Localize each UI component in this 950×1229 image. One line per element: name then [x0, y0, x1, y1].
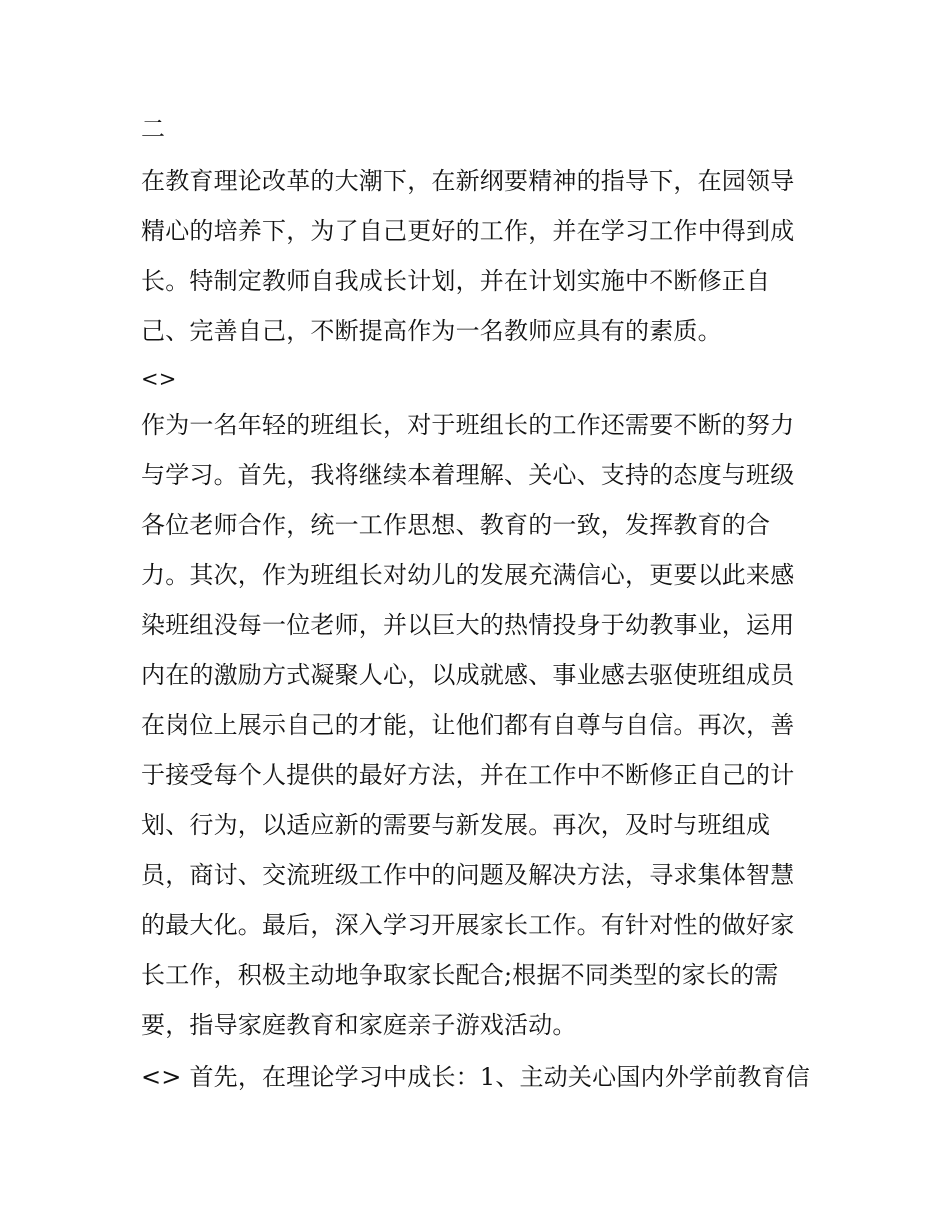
paragraph-2-line-1: 作为一名年轻的班组长，对于班组长的工作还需要不断的努力 [141, 411, 795, 439]
paragraph-2-line-13: 要，指导家庭教育和家庭亲子游戏活动。 [141, 1011, 577, 1039]
final-line: <> 首先，在理论学习中成长：1、主动关心国内外学前教育信 [141, 1063, 810, 1091]
paragraph-2-line-4: 力。其次，作为班组长对幼儿的发展充满信心，更要以此来感 [141, 561, 795, 589]
section-heading: 二 [141, 115, 166, 143]
paragraph-2-line-11: 的最大化。最后，深入学习开展家长工作。有针对性的做好家 [141, 911, 795, 939]
paragraph-2-line-7: 在岗位上展示自己的才能，让他们都有自尊与自信。再次，善 [141, 711, 795, 739]
paragraph-1-line-3: 长。特制定教师自我成长计划，并在计划实施中不断修正自 [141, 267, 771, 295]
paragraph-1-line-4: 己、完善自己，不断提高作为一名教师应具有的素质。 [141, 317, 722, 345]
paragraph-2-line-12: 长工作，积极主动地争取家长配合;根据不同类型的家长的需 [141, 961, 779, 989]
paragraph-2-line-2: 与学习。首先，我将继续本着理解、关心、支持的态度与班级 [141, 461, 795, 489]
paragraph-2-line-8: 于接受每个人提供的最好方法，并在工作中不断修正自己的计 [141, 761, 795, 789]
paragraph-2-line-3: 各位老师合作，统一工作思想、教育的一致，发挥教育的合 [141, 511, 771, 539]
paragraph-2-line-6: 内在的激励方式凝聚人心，以成就感、事业感去驱使班组成员 [141, 661, 795, 689]
paragraph-1-line-1: 在教育理论改革的大潮下，在新纲要精神的指导下，在园领导 [141, 167, 795, 195]
paragraph-1-line-2: 精心的培养下，为了自己更好的工作，并在学习工作中得到成 [141, 217, 795, 245]
section-marker: <> [141, 367, 177, 391]
paragraph-2-line-5: 染班组没每一位老师，并以巨大的热情投身于幼教事业，运用 [141, 611, 795, 639]
paragraph-2-line-10: 员，商讨、交流班级工作中的问题及解决方法，寻求集体智慧 [141, 861, 795, 889]
paragraph-2-line-9: 划、行为，以适应新的需要与新发展。再次，及时与班组成 [141, 811, 771, 839]
